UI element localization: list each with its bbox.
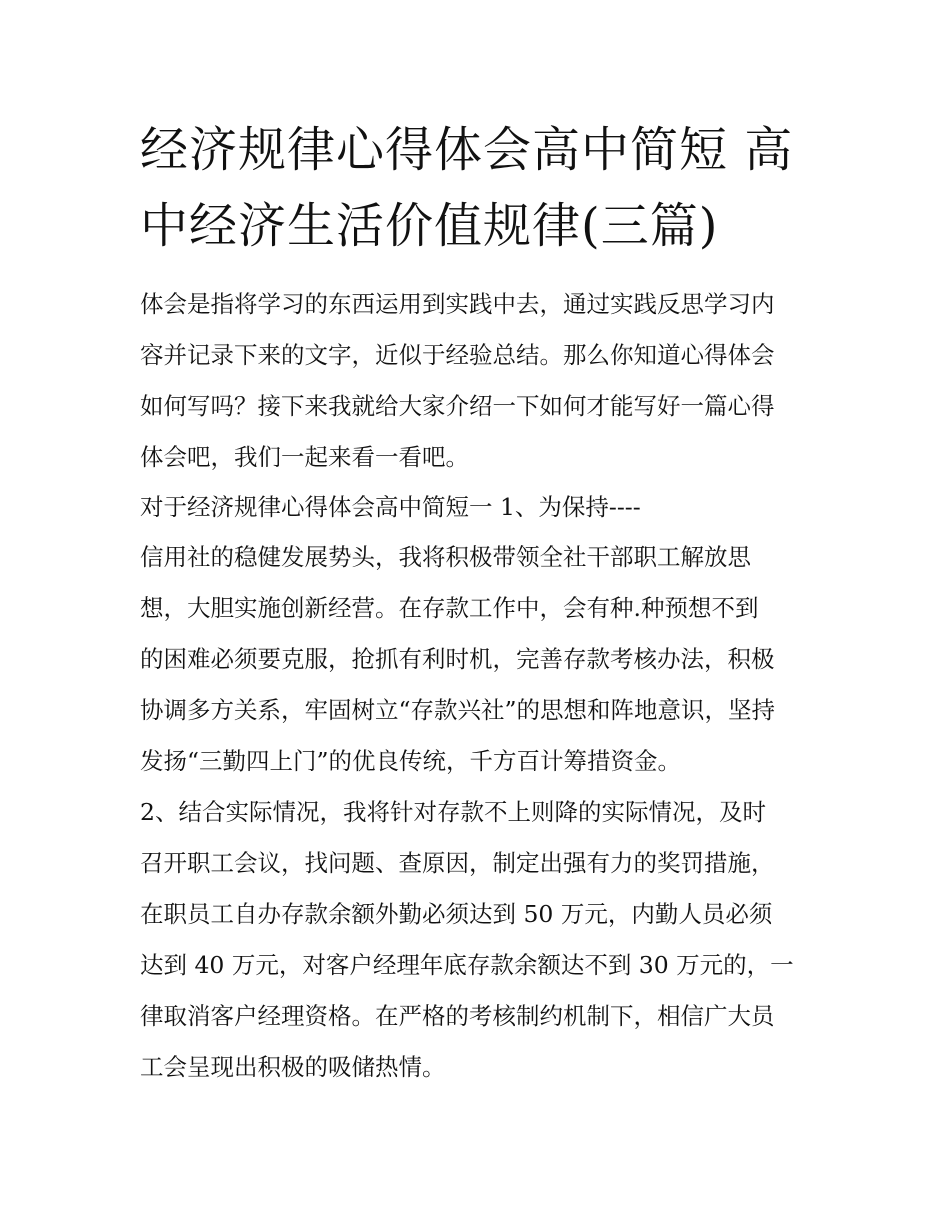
body-line-7: 想，大胆实施创新经营。在存款工作中，会有种.种预想不到 <box>140 594 759 622</box>
body-line-1: 体会是指将学习的东西运用到实践中去，通过实践反思学习内 <box>140 290 775 318</box>
body-line-4: 体会吧，我们一起来看一看吧。 <box>140 443 469 471</box>
body-line-11: 2、结合实际情况，我将针对存款不上则降的实际情况，及时 <box>140 798 766 826</box>
body-line-16: 工会呈现出积极的吸储热情。 <box>140 1053 446 1081</box>
body-line-6: 信用社的稳健发展势头，我将积极带领全社干部职工解放思 <box>140 543 751 571</box>
body-line-8: 的困难必须要克服，抢抓有利时机，完善存款考核办法，积极 <box>140 645 775 673</box>
body-line-15: 律取消客户经理资格。在严格的考核制约机制下，相信广大员 <box>140 1002 775 1030</box>
body-line-9: 协调多方关系，牢固树立“存款兴社”的思想和阵地意识，坚持 <box>140 696 776 724</box>
document-title <box>140 112 830 264</box>
body-line-13: 在职员工自办存款余额外勤必须达到 50 万元，内勤人员必须 <box>140 900 773 928</box>
body-line-10: 发扬“三勤四上门”的优良传统，千方百计筹措资金。 <box>140 747 682 775</box>
body-line-14: 达到 40 万元，对客户经理年底存款余额达不到 30 万元的，一 <box>140 951 794 979</box>
body-line-12: 召开职工会议，找问题、查原因，制定出强有力的奖罚措施， <box>140 849 775 877</box>
body-line-3: 如何写吗？接下来我就给大家介绍一下如何才能写好一篇心得 <box>140 392 775 420</box>
section-heading-line: 对于经济规律心得体会高中简短一 1、为保持---- <box>140 493 641 521</box>
title-line-1: 经济规律心得体会高中简短 高 <box>140 122 794 178</box>
title-line-2: 中经济生活价值规律(三篇) <box>140 198 719 254</box>
document-body <box>140 279 830 1093</box>
body-line-2: 容并记录下来的文字，近似于经验总结。那么你知道心得体会 <box>140 341 775 369</box>
